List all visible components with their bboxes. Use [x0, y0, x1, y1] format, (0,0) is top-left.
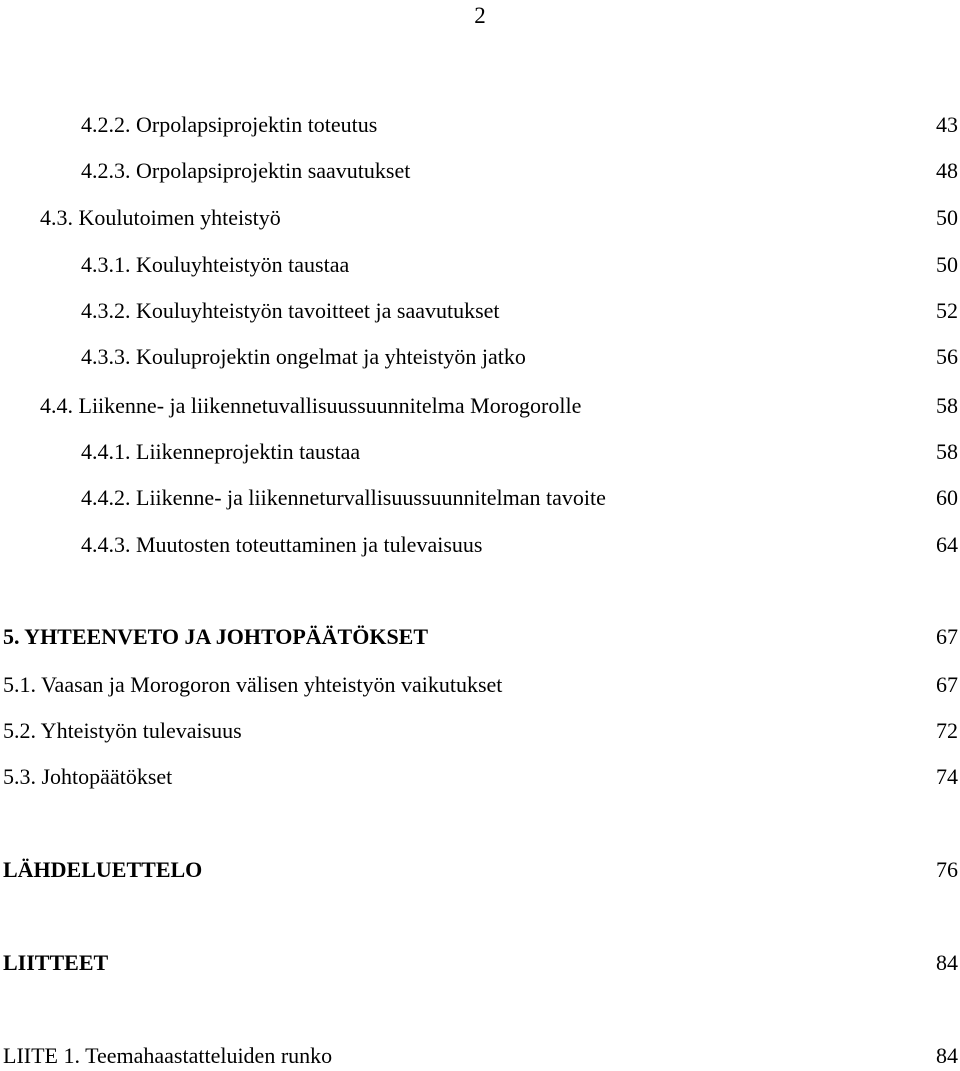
toc-entry-title: LÄHDELUETTELO — [3, 857, 203, 882]
toc-entry-title: 4.4.2. Liikenne- ja liikenneturvallisuussuunnitelman tavoite — [81, 485, 606, 510]
toc-entry-4-4-3 — [0, 530, 960, 560]
toc-entry-page: 84 — [936, 1043, 958, 1068]
toc-entry-liitteet — [0, 948, 960, 978]
toc-entry-page: 56 — [936, 344, 958, 369]
toc-entry-page: 72 — [936, 718, 958, 743]
toc-entry-5-3 — [0, 762, 960, 792]
toc-entry-page: 50 — [936, 205, 958, 230]
toc-entry-page: 58 — [936, 439, 958, 464]
toc-entry-title: LIITTEET — [3, 950, 109, 975]
toc-entry-title: 4.4.3. Muutosten toteuttaminen ja tulevaisuus — [81, 532, 483, 557]
toc-entry-4-3-2 — [0, 296, 960, 326]
toc-entry-title: 5.3. Johtopäätökset — [3, 764, 173, 789]
toc-entry-5-1 — [0, 670, 960, 700]
toc-entry-5-2 — [0, 716, 960, 746]
toc-entry-title: 4.3.3. Kouluprojektin ongelmat ja yhteistyön jatko — [81, 344, 526, 369]
toc-entry-page: 76 — [936, 857, 958, 882]
toc-entry-page: 74 — [936, 764, 958, 789]
toc-entry-title: 4.3. Koulutoimen yhteistyö — [40, 205, 281, 230]
toc-entry-page: 64 — [936, 532, 958, 557]
toc-entry-title: 5. YHTEENVETO JA JOHTOPÄÄTÖKSET — [3, 624, 429, 649]
toc-entry-page: 67 — [936, 624, 958, 649]
toc-entry-4-4 — [0, 391, 960, 421]
toc-entry-title: 5.1. Vaasan ja Morogoron välisen yhteistyön vaikutukset — [3, 672, 503, 697]
toc-entry-page: 48 — [936, 158, 958, 183]
toc-entry-title: 4.2.2. Orpolapsiprojektin toteutus — [81, 112, 378, 137]
page-number: 2 — [474, 3, 486, 28]
toc-entry-4-3-1 — [0, 250, 960, 280]
toc-entry-title: 4.3.2. Kouluyhteistyön tavoitteet ja saavutukset — [81, 298, 500, 323]
toc-entry-title: 5.2. Yhteistyön tulevaisuus — [3, 718, 242, 743]
toc-entry-page: 60 — [936, 485, 958, 510]
toc-entry-page: 43 — [936, 112, 958, 137]
toc-entry-lahdeluettelo — [0, 855, 960, 885]
toc-entry-4-4-1 — [0, 437, 960, 467]
toc-entry-title: 4.4. Liikenne- ja liikennetuvallisuussuunnitelma Morogorolle — [40, 393, 582, 418]
toc-entry-title: LIITE 1. Teemahaastatteluiden runko — [3, 1043, 333, 1068]
toc-entry-title: 4.2.3. Orpolapsiprojektin saavutukset — [81, 158, 411, 183]
toc-entry-page: 67 — [936, 672, 958, 697]
toc-entry-5 — [0, 622, 960, 652]
toc-entry-4-4-2 — [0, 483, 960, 513]
toc-entry-title: 4.3.1. Kouluyhteistyön taustaa — [81, 252, 350, 277]
toc-entry-page: 50 — [936, 252, 958, 277]
toc-entry-page: 52 — [936, 298, 958, 323]
toc-entry-4-3 — [0, 203, 960, 233]
toc-entry-page: 84 — [936, 950, 958, 975]
toc-entry-4-2-2 — [0, 110, 960, 140]
toc-entry-4-2-3 — [0, 156, 960, 186]
toc-entry-4-3-3 — [0, 342, 960, 372]
toc-entry-page: 58 — [936, 393, 958, 418]
toc-entry-liite-1 — [0, 1041, 960, 1071]
toc-entry-title: 4.4.1. Liikenneprojektin taustaa — [81, 439, 361, 464]
